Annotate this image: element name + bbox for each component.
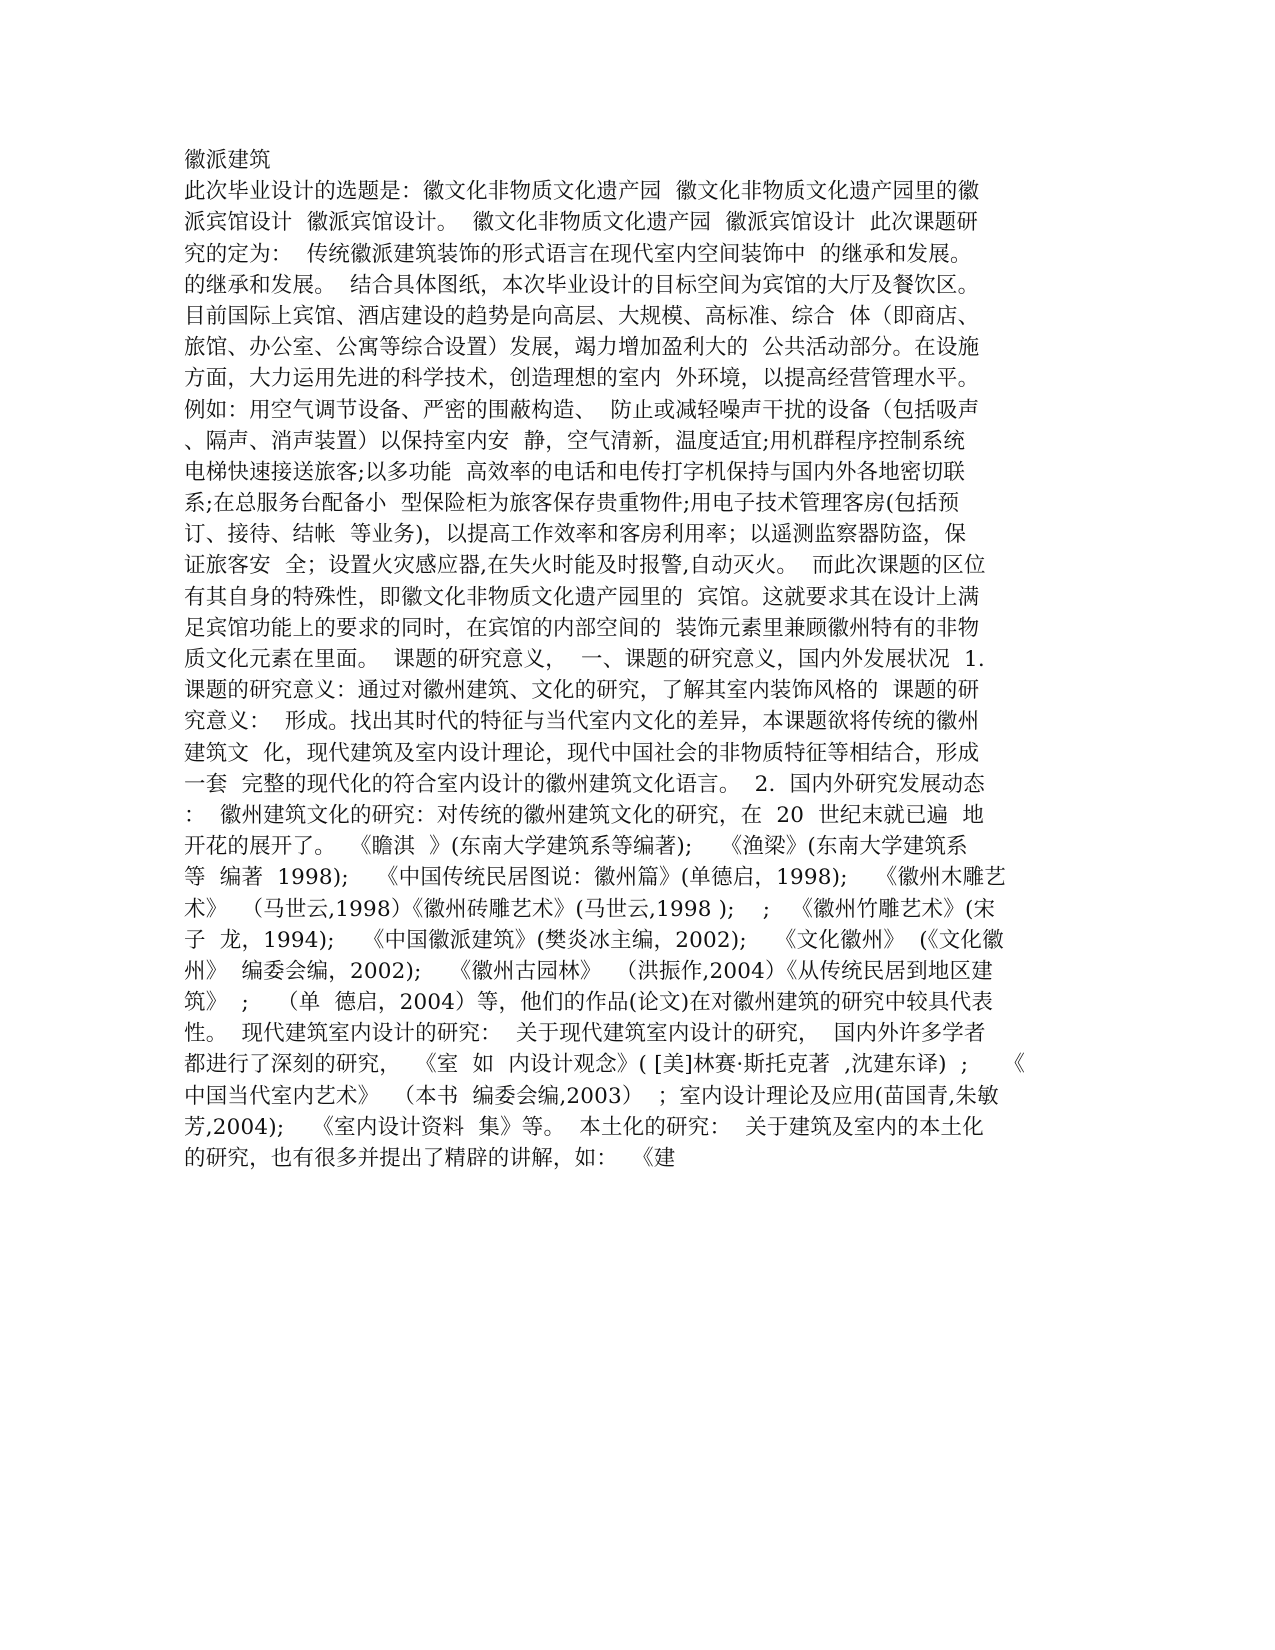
- text-line: 究的定为： 传统徽派建筑装饰的形式语言在现代室内空间装饰中 的继承和发展。: [184, 241, 972, 267]
- text-line: 究意义： 形成。找出其时代的特征与当代室内文化的差异，本课题欲将传统的徽州: [184, 709, 980, 735]
- text-line: 、隔声、消声装置）以保持室内安 静，空气清新，温度适宜;用机群程序控制系统: [184, 428, 966, 454]
- text-line: 此次毕业设计的选题是：徽文化非物质文化遗产园 徽文化非物质文化遗产园里的徽: [184, 179, 980, 205]
- text-line: 电梯快速接送旅客;以多功能 高效率的电话和电传打字机保持与国内外各地密切联: [184, 459, 966, 485]
- text-line: 系;在总服务台配备小 型保险柜为旅客保存贵重物件;用电子技术管理客房(包括预: [184, 491, 960, 517]
- text-line: 派宾馆设计 徽派宾馆设计。 徽文化非物质文化遗产园 徽派宾馆设计 此次课题研: [184, 210, 979, 236]
- text-line: 足宾馆功能上的要求的同时，在宾馆的内部空间的 装饰元素里兼顾徽州特有的非物: [184, 615, 980, 641]
- text-line: 术》 （马世云,1998）《徽州砖雕艺术》(马世云,1998 ); ; 《徽州竹雕艺术》(宋: [184, 896, 996, 922]
- text-line: 芳,2004); 《室内设计资料 集》等。 本土化的研究： 关于建筑及室内的本土化: [184, 1114, 984, 1140]
- text-line: 子 龙，1994); 《中国徽派建筑》(樊炎冰主编，2002); 《文化徽州》 (《文化徽: [184, 927, 1004, 953]
- text-line: 一套 完整的现代化的符合室内设计的徽州建筑文化语言。 2. 国内外研究发展动态: [184, 771, 985, 797]
- text-line: 开花的展开了。 《瞻淇 》(东南大学建筑系等编著); 《渔梁》(东南大学建筑系: [184, 834, 968, 860]
- text-line: 州》 编委会编，2002); 《徽州古园林》 （洪振作,2004）《从传统民居到地区建: [184, 958, 993, 984]
- text-line: ： 徽州建筑文化的研究：对传统的徽州建筑文化的研究，在 20 世纪末就已遍 地: [184, 802, 985, 828]
- text-line: 课题的研究意义：通过对徽州建筑、文化的研究，了解其室内装饰风格的 课题的研: [184, 678, 980, 704]
- text-line: 目前国际上宾馆、酒店建设的趋势是向高层、大规模、高标准、综合 体（即商店、: [184, 303, 980, 329]
- text-line: 订、接待、结帐 等业务)，以提高工作效率和客房利用率；以遥测监察器防盗，保: [184, 522, 967, 548]
- text-line: 建筑文 化，现代建筑及室内设计理论，现代中国社会的非物质特征等相结合，形成: [184, 740, 980, 766]
- text-line: 性。 现代建筑室内设计的研究： 关于现代建筑室内设计的研究， 国内外许多学者: [184, 1021, 986, 1047]
- text-line: 方面，大力运用先进的科学技术，创造理想的室内 外环境，以提高经营管理水平。: [184, 366, 980, 392]
- text-line: 证旅客安 全；设置火灾感应器,在失火时能及时报警,自动灭火。 而此次课题的区位: [184, 553, 986, 579]
- text-line: 筑》 ; （单 德启，2004）等，他们的作品(论文)在对徽州建筑的研究中较具代表: [184, 990, 994, 1016]
- text-line: 例如：用空气调节设备、严密的围蔽构造、 防止或减轻噪声干扰的设备（包括吸声: [184, 397, 980, 423]
- text-line: 的继承和发展。 结合具体图纸，本次毕业设计的目标空间为宾馆的大厅及餐饮区。: [184, 272, 980, 298]
- title-line: 徽派建筑: [184, 148, 271, 173]
- text-line: 都进行了深刻的研究， 《室 如 内设计观念》( [美]林赛·斯托克著 ,沈建东译) ; 《: [184, 1052, 1026, 1078]
- text-line: 等 编著 1998); 《中国传统民居图说：徽州篇》(单德启，1998); 《徽州木雕艺: [184, 865, 1006, 891]
- text-line: 质文化元素在里面。 课题的研究意义， 一、课题的研究意义，国内外发展状况 1.: [184, 647, 985, 672]
- text-line: 的研究，也有很多并提出了精辟的讲解，如： 《建: [184, 1146, 676, 1171]
- text-line: 有其自身的特殊性，即徽文化非物质文化遗产园里的 宾馆。这就要求其在设计上满: [184, 584, 980, 610]
- text-line: 旅馆、办公室、公寓等综合设置）发展，竭力增加盈利大的 公共活动部分。在设施: [184, 335, 980, 361]
- text-line: 中国当代室内艺术》 （本书 编委会编,2003） ；室内设计理论及应用(苗国青,朱敏: [184, 1083, 999, 1109]
- body-text: [184, 145, 1084, 1174]
